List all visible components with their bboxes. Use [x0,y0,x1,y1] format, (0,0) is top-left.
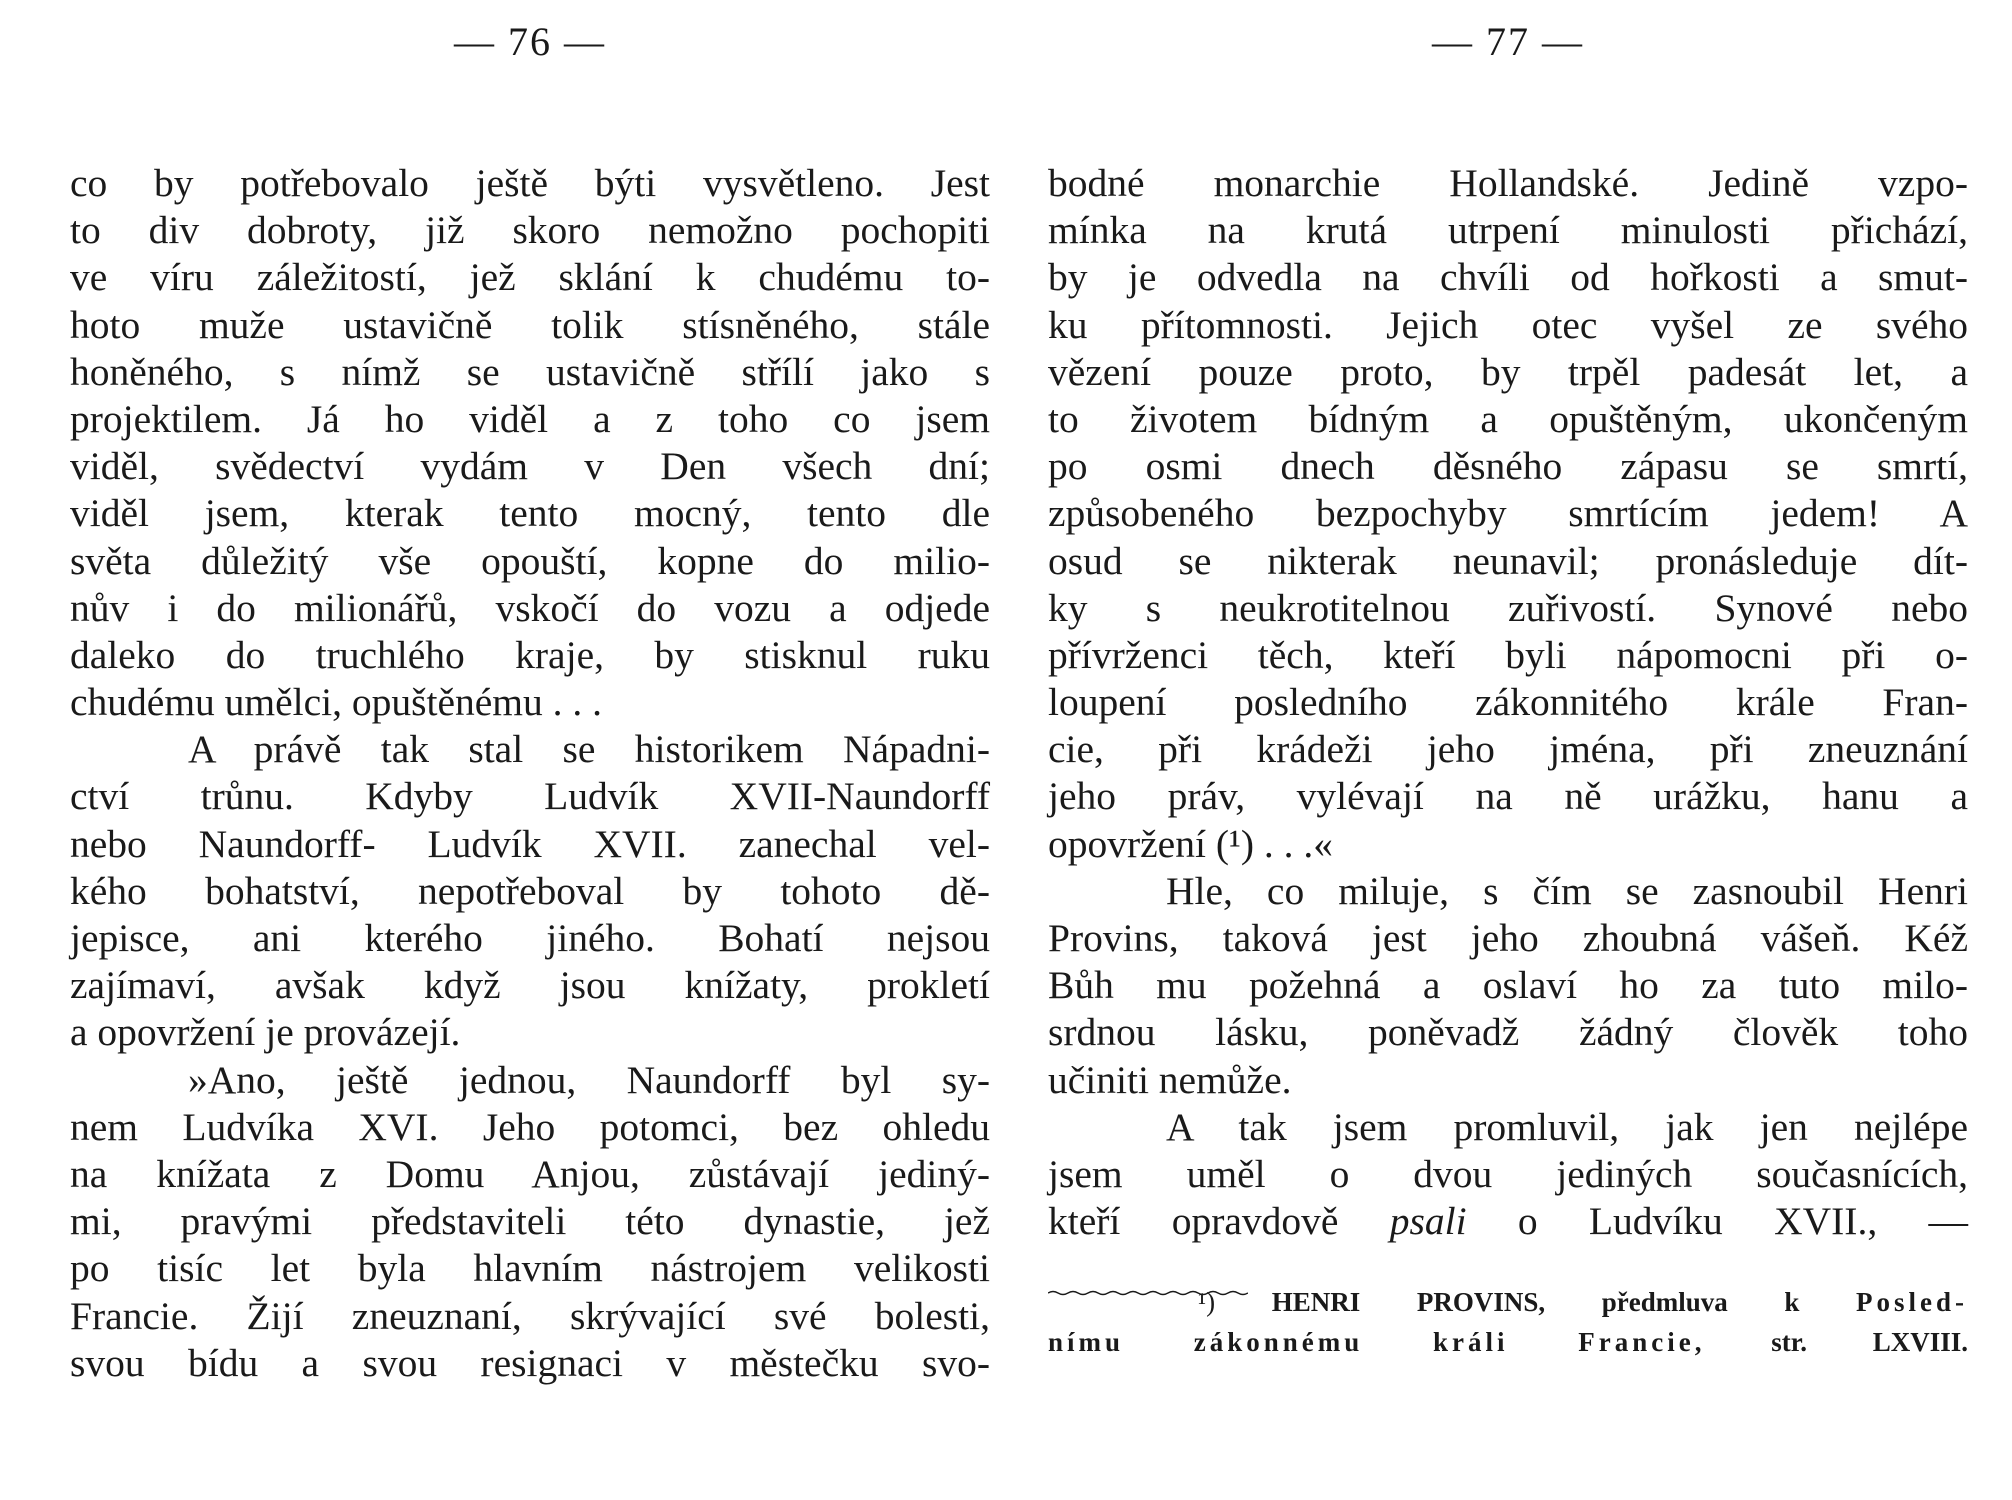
text-line: nův i do milionářů, vskočí do vozu a odjede [70,585,990,630]
footnote-line-1 [1048,1282,1968,1322]
text-segment: kteří opravdově [1048,1199,1339,1244]
text-line: způsobeného bezpochyby smrtícím jedem! A [1048,491,1968,536]
text-line: Provins, taková jest jeho zhoubná vášeň. Kéž [1048,916,1968,960]
text-line: cie, při krádeži jeho jména, při zneuznání [1048,727,1968,772]
left-page-text [70,160,990,1387]
footnote [1048,1282,1968,1362]
footnote-title: nímu zákonnému králi Francie, [1048,1327,1706,1357]
right-page-text [1048,160,1968,1245]
text-line: ctví trůnu. Kdyby Ludvík XVII-Naundorff [70,774,990,819]
text-line: jsem uměl o dvou jediných současnících, [1048,1151,1968,1196]
text-line: světa důležitý vše opouští, kopne do milio- [70,538,990,583]
text-line: srdnou lásku, poněvadž žádný člověk toho [1048,1010,1968,1055]
text-line: nebo Naundorff- Ludvík XVII. zanechal vel- [70,821,990,866]
footnote-title: Posled- [1856,1287,1969,1317]
text-line: svou bídu a svou resignaci v městečku svo- [70,1340,990,1385]
left-page [70,0,990,1500]
text-line: to div dobroty, již skoro nemožno pochopiti [70,208,990,253]
paragraph-start-line: A tak jsem promluvil, jak jen nejlépe [1166,1104,1968,1149]
text-line: osud se nikterak neunavil; pronásleduje dít- [1048,538,1968,583]
page-number-left: — 76 — [454,19,606,64]
text-line: jeho práv, vylévají na ně urážku, hanu a [1048,774,1968,819]
text-line: bodné monarchie Hollandské. Jedině vzpo- [1048,161,1968,205]
paragraph-start-line: »Ano, ještě jednou, Naundorff byl sy- [188,1057,990,1102]
text-line: kého bohatství, nepotřeboval by tohoto dě- [70,868,990,913]
text-line: vězení pouze proto, by trpěl padesát let, a [1048,349,1968,394]
text-line: hoto muže ustavičně tolik stísněného, stále [70,302,990,347]
text-line: co by potřebovalo ještě býti vysvětleno. Jest [70,161,990,205]
footnote-pages: str. LXVIII. [1771,1327,1969,1357]
text-line: zajímaví, avšak když jsou knížaty, prokletí [70,963,990,1008]
text-line: Bůh mu požehná a oslaví ho za tuto milo- [1048,963,1968,1008]
text-line: učiniti nemůže. [1048,1057,1292,1102]
text-line: na knížata z Domu Anjou, zůstávají jediný- [70,1151,990,1196]
text-line [1048,1198,1968,1245]
text-line: honěného, s nímž se ustavičně střílí jako s [70,349,990,394]
text-line: daleko do truchlého kraje, by stisknul ruku [70,632,990,677]
paragraph-start-line: A právě tak stal se historikem Nápadni- [188,727,990,772]
text-line: ve víru záležitostí, jež sklání k chudému to- [70,255,990,300]
text-line: to životem bídným a opuštěným, ukončeným [1048,396,1968,441]
footnote-marker: ¹) [1198,1287,1216,1317]
text-line: opovržení (¹) . . .« [1048,821,1333,866]
text-line: loupení posledního zákonnitého krále Fran- [1048,680,1968,725]
text-line: po tisíc let byla hlavním nástrojem velikosti [70,1246,990,1291]
text-line: po osmi dnech děsného zápasu se smrtí, [1048,444,1968,489]
text-line: mi, pravými představiteli této dynastie, jež [70,1199,990,1244]
paragraph-start-line: Hle, co miluje, s čím se zasnoubil Henri [1166,868,1968,913]
text-line: projektilem. Já ho viděl a z toho co jsem [70,396,990,441]
footnote-text: předmluva k [1601,1287,1800,1317]
text-line: viděl, svědectví vydám v Den všech dní; [70,444,990,489]
text-line: chudému umělci, opuštěnému . . . [70,680,603,725]
text-line: jepisce, ani kterého jiného. Bohatí nejsou [70,916,990,960]
text-line: ky s neukrotitelnou zuřivostí. Synové nebo [1048,585,1968,630]
footnote-author: HENRI PROVINS, [1271,1287,1546,1317]
text-line: Francie. Žijí zneuznaní, skrývající své bolesti, [70,1293,990,1338]
text-line: nem Ludvíka XVI. Jeho potomci, bez ohledu [70,1104,990,1149]
footnote-line-2 [1048,1322,1968,1362]
text-line: ku přítomnosti. Jejich otec vyšel ze svého [1048,302,1968,347]
text-line: mínka na krutá utrpení minulosti přichází, [1048,208,1968,253]
text-line: přívrženci těch, kteří byli nápomocni při o- [1048,632,1968,677]
text-line: viděl jsem, kterak tento mocný, tento dle [70,491,990,536]
emphasized-word: psali [1389,1199,1467,1244]
right-page [1048,0,1968,1500]
text-line: a opovržení je provázejí. [70,1010,461,1055]
text-segment: o Ludvíku XVII., — [1517,1199,1969,1244]
page-number-right: — 77 — [1432,19,1584,64]
text-line: by je odvedla na chvíli od hořkosti a smut- [1048,255,1968,300]
